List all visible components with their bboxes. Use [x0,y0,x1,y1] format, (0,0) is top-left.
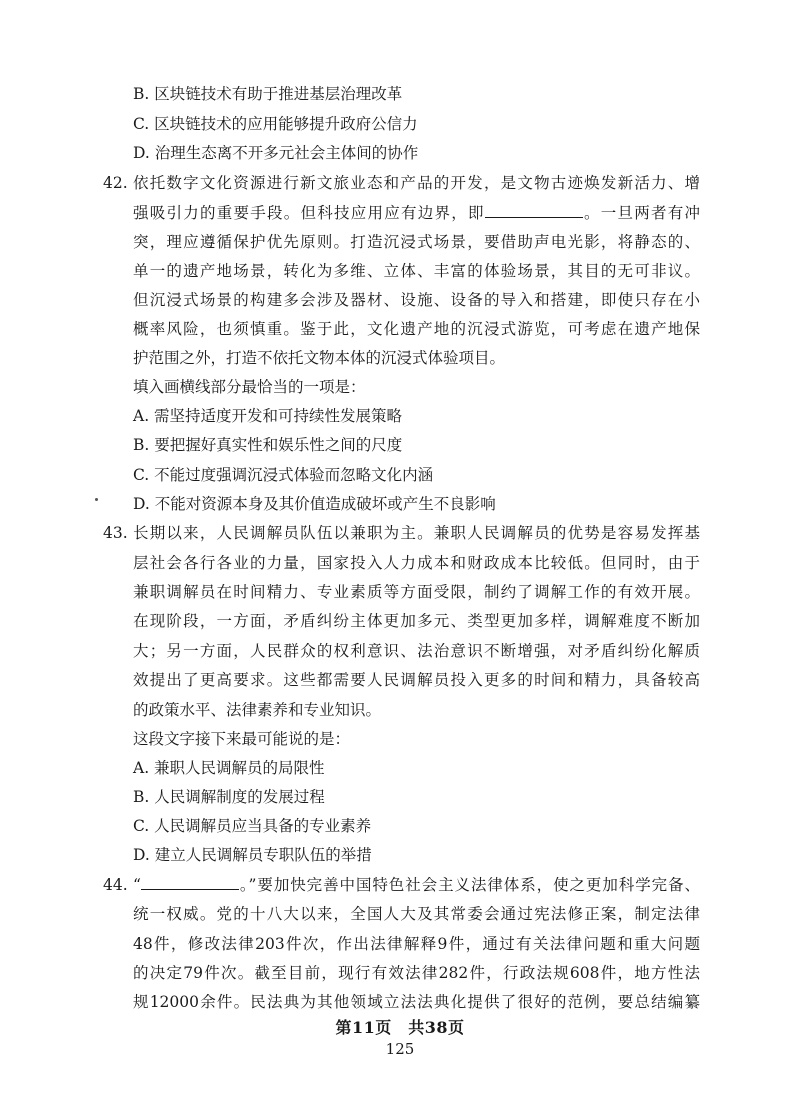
q42-option-b: B. 要把握好真实性和娱乐性之间的尺度 [133,436,403,454]
page-indicator: 第11页 共38页 [335,1018,465,1037]
q42-option-c: C. 不能过度强调沉浸式体验而忽略文化内涵 [133,466,434,484]
q44-stem-text: 。”要加快完善中国特色社会主义法律体系，使之更加科学完备、 [238,876,700,894]
q43-option-d: D. 建立人民调解员专职队伍的举措 [133,846,372,864]
answer-blank [485,203,583,218]
answer-blank [141,875,239,890]
q44-number: 44. [103,876,128,894]
q44-stem-line [133,875,700,895]
q41-option-c: C. 区块链技术的应用能够提升政府公信力 [133,115,418,133]
q42-stem-text: 强吸引力的重要手段。但科技应用应有边界，即 [133,204,485,222]
q42-prompt: 填入画横线部分最恰当的一项是： [133,378,366,396]
q44-stem-line: 的决定79件次。截至目前，现行有效法律282件，行政法规608件，地方性法 [133,964,700,982]
q41-option-d: D. 治理生态离不开多元社会主体间的协作 [133,144,419,162]
margin-dot [95,498,98,501]
q42-number: 42. [103,174,128,192]
q43-stem-line: 长期以来，人民调解员队伍以兼职为主。兼职人民调解员的优势是容易发挥基 [133,524,700,542]
q44-stem-line: 规12000余件。民法典为其他领域立法法典化提供了很好的范例，要总结编纂 [133,993,700,1011]
q44-stem-line: 统一权威。党的十八大以来，全国人大及其常委会通过宪法修正案，制定法律 [133,905,700,923]
q43-stem-line: 的政策水平、法律素养和专业知识。 [133,701,382,719]
q42-stem-line: 突，理应遵循保护优先原则。打造沉浸式场景，要借助声电光影，将静态的、 [133,233,700,251]
q43-stem-line: 在现阶段，一方面，矛盾纠纷主体更加多元、类型更加多样，调解难度不断加 [133,612,700,630]
q43-prompt: 这段文字接下来最可能说的是： [133,730,351,748]
q41-option-b: B. 区块链技术有助于推进基层治理改革 [133,85,403,103]
q42-stem-line: 概率风险，也须慎重。鉴于此，文化遗产地的沉浸式游览，可考虑在遗产地保 [133,320,700,338]
q42-option-d: D. 不能对资源本身及其价值造成破坏或产生不良影响 [133,495,496,513]
q42-stem-line: 单一的遗产地场景，转化为多维、立体、丰富的体验场景，其目的无可非议。 [133,262,700,280]
q43-number: 43. [103,524,128,542]
q42-stem-line: 但沉浸式场景的构建多会涉及器材、设施、设备的导入和搭建，即使只存在小 [133,291,700,309]
q43-stem-line: 效提出了更高要求。这些都需要人民调解员投入更多的时间和精力，具备较高 [133,671,700,689]
q44-stem-line: 48件，修改法律203件次，作出法律解释9件，通过有关法律问题和重大问题 [133,935,700,953]
q44-stem-text: “ [133,876,141,894]
q43-option-b: B. 人民调解制度的发展过程 [133,788,325,806]
q42-stem-line [133,203,700,223]
q43-stem-line: 层社会各行各业的力量，国家投入人力成本和财政成本比较低。但同时，由于 [133,554,700,572]
q42-option-a: A. 需坚持适度开发和可持续性发展策略 [133,407,403,425]
q42-stem-text: 。一旦两者有冲 [582,204,700,222]
q43-stem-line: 兼职调解员在时间精力、专业素质等方面受限，制约了调解工作的有效开展。 [133,583,700,601]
q42-stem-line: 依托数字文化资源进行新文旅业态和产品的开发，是文物古迹焕发新活力、增 [133,174,700,192]
q42-stem-line: 护范围之外，打造不依托文物本体的沉浸式体验项目。 [133,349,506,367]
page-number: 125 [385,1040,415,1058]
q43-option-c: C. 人民调解员应当具备的专业素养 [133,817,372,835]
q43-option-a: A. 兼职人民调解员的局限性 [133,759,325,777]
q43-stem-line: 大；另一方面，人民群众的权利意识、法治意识不断增强，对矛盾纠纷化解质 [133,642,700,660]
